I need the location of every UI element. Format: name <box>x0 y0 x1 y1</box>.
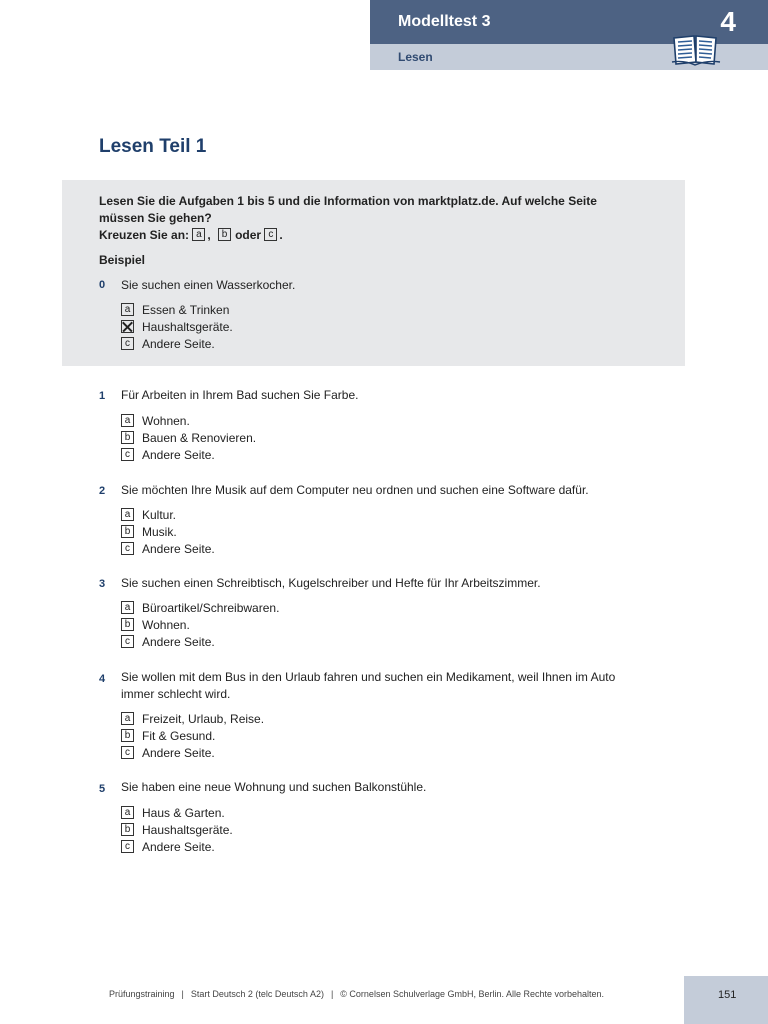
footer-series: Prüfungstraining <box>109 989 175 999</box>
checkbox-a[interactable]: a <box>121 601 134 614</box>
q2-option-a[interactable]: a Kultur. <box>121 508 176 523</box>
q2-option-c[interactable]: c Andere Seite. <box>121 542 215 557</box>
checkbox-c[interactable]: c <box>121 746 134 759</box>
example-option-b[interactable]: Haushaltsgeräte. <box>121 320 233 335</box>
q1-option-a[interactable]: a Wohnen. <box>121 414 190 429</box>
question-number: 2 <box>99 485 106 497</box>
checkbox-a[interactable]: a <box>121 508 134 521</box>
example-label: Beispiel <box>99 253 146 267</box>
instructions-text: Lesen Sie die Aufgaben 1 bis 5 und die Information von marktplatz.de. Auf welche Seite müssen Sie gehen? <box>99 194 597 225</box>
checkbox-b-checked[interactable] <box>121 320 134 333</box>
footer-copyright: © Cornelsen Schulverlage GmbH, Berlin. Alle Rechte vorbehalten. <box>340 989 605 999</box>
q3-option-c[interactable]: c Andere Seite. <box>121 635 215 650</box>
q3-option-a[interactable]: a Büroartikel/Schreibwaren. <box>121 601 279 616</box>
header-title-band <box>370 0 684 44</box>
answer-box-b-sample: b <box>218 228 231 241</box>
q4-option-c[interactable]: c Andere Seite. <box>121 746 215 761</box>
question-number: 4 <box>99 673 106 685</box>
example-box <box>62 180 685 366</box>
q3-option-b[interactable]: b Wohnen. <box>121 618 190 633</box>
header-subtitle-band <box>370 44 684 70</box>
chapter-number: 4 <box>720 6 736 37</box>
checkbox-a[interactable]: a <box>121 303 134 316</box>
q2-option-b[interactable]: b Musik. <box>121 525 177 540</box>
question-number: 5 <box>99 783 106 795</box>
q4-option-b[interactable]: b Fit & Gesund. <box>121 729 215 744</box>
checkbox-b[interactable]: b <box>121 823 134 836</box>
question-text: Für Arbeiten in Ihrem Bad suchen Sie Farbe. <box>121 388 359 402</box>
checkbox-c[interactable]: c <box>121 635 134 648</box>
open-book-icon <box>670 32 722 68</box>
page-number: 151 <box>718 989 737 1001</box>
instructions: Lesen Sie die Aufgaben 1 bis 5 und die Information von marktplatz.de. Auf welche Seite müssen Sie gehen? Kreuzen Sie an: a , b oder c . <box>99 194 597 242</box>
checkbox-c[interactable]: c <box>121 448 134 461</box>
answer-box-a-sample: a <box>192 228 205 241</box>
checkbox-a[interactable]: a <box>121 712 134 725</box>
question-text: Sie möchten Ihre Musik auf dem Computer neu ordnen und suchen eine Software dafür. <box>121 483 589 497</box>
example-number: 0 <box>99 279 106 291</box>
footer: Prüfungstraining | Start Deutsch 2 (telc Deutsch A2) | © Cornelsen Schulverlage GmbH, Berlin. Alle Rechte vorbehalten. <box>109 989 605 999</box>
q5-option-c[interactable]: c Andere Seite. <box>121 840 215 855</box>
question-number: 1 <box>99 390 106 402</box>
or-text: oder <box>235 228 262 242</box>
checkbox-b[interactable]: b <box>121 729 134 742</box>
answer-box-c-sample: c <box>264 228 277 241</box>
footer-book: Start Deutsch 2 (telc Deutsch A2) <box>190 989 324 999</box>
example-option-a[interactable]: a Essen & Trinken <box>121 303 229 318</box>
instructions-prefix: Kreuzen Sie an: <box>99 228 190 242</box>
page-number-tab <box>684 976 768 1024</box>
q4-option-a[interactable]: a Freizeit, Urlaub, Reise. <box>121 712 264 727</box>
checkbox-b[interactable]: b <box>121 525 134 538</box>
q5-option-b[interactable]: b Haushaltsgeräte. <box>121 823 233 838</box>
example-option-c[interactable]: c Andere Seite. <box>121 337 215 352</box>
header-title: Modelltest 3 <box>398 13 491 30</box>
q5-option-a[interactable]: a Haus & Garten. <box>121 806 225 821</box>
header-subtitle: Lesen <box>398 50 433 64</box>
q1-option-b[interactable]: b Bauen & Renovieren. <box>121 431 256 446</box>
section-title: Lesen Teil 1 <box>99 136 207 157</box>
checkbox-c[interactable]: c <box>121 542 134 555</box>
question-text: Sie suchen einen Schreibtisch, Kugelschreiber und Hefte für Ihr Arbeitszimmer. <box>121 576 541 590</box>
checkbox-b[interactable]: b <box>121 618 134 631</box>
checkbox-c[interactable]: c <box>121 337 134 350</box>
checkbox-c[interactable]: c <box>121 840 134 853</box>
example-question: Sie suchen einen Wasserkocher. <box>121 278 296 292</box>
checkbox-b[interactable]: b <box>121 431 134 444</box>
q1-option-c[interactable]: c Andere Seite. <box>121 448 215 463</box>
checkbox-a[interactable]: a <box>121 806 134 819</box>
question-text: Sie wollen mit dem Bus in den Urlaub fahren und suchen ein Medikament, weil Ihnen im Auto immer schlecht wird. <box>121 670 616 701</box>
question-text: Sie haben eine neue Wohnung und suchen Balkonstühle. <box>121 780 427 794</box>
question-number: 3 <box>99 578 106 590</box>
checkbox-a[interactable]: a <box>121 414 134 427</box>
